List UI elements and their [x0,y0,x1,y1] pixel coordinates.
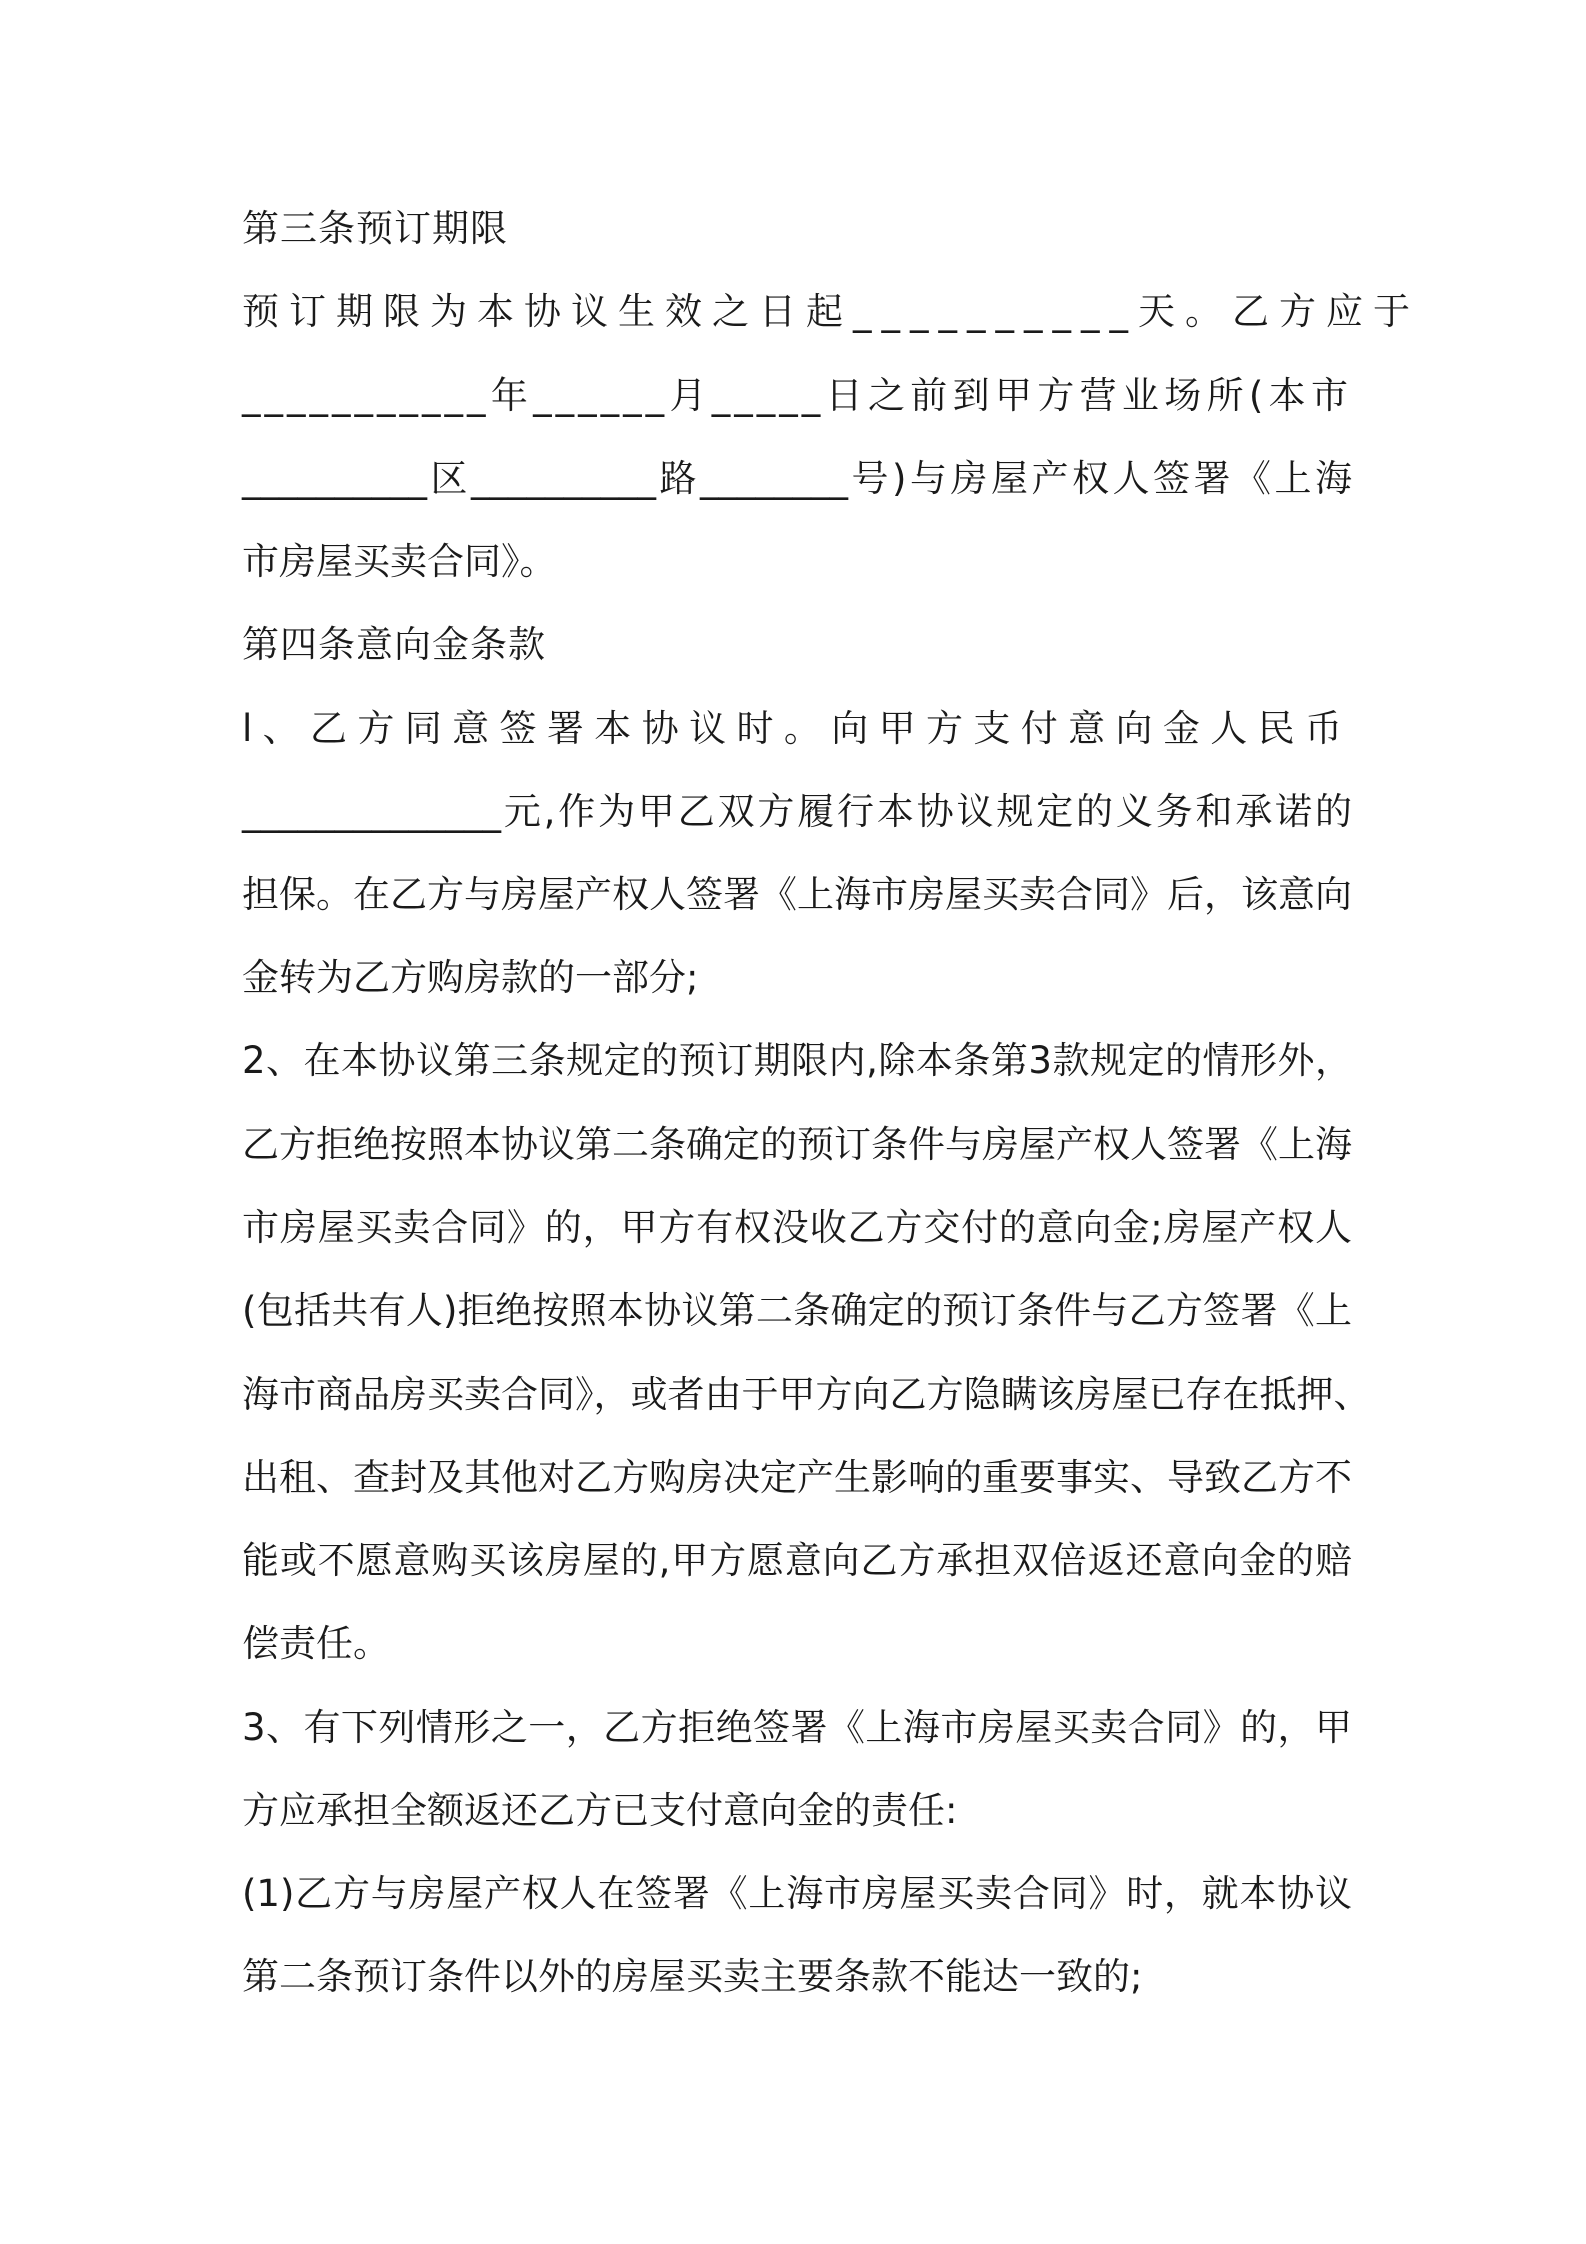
paragraph-line: 出租、查封及其他对乙方购房决定产生影响的重要事实、导致乙方不 [242,1456,1352,1499]
paragraph-line: 2、在本协议第三条规定的预订期限内,除本条第3款规定的情形外， [242,1039,1352,1082]
paragraph-line: l、乙方同意签署本协议时。向甲方支付意向金人民币 [242,707,1352,750]
paragraph-line: 偿责任。 [242,1622,390,1665]
paragraph-line: 金转为乙方购房款的一部分; [242,956,699,999]
paragraph-line: 3、有下列情形之一，乙方拒绝签署《上海市房屋买卖合同》的，甲 [242,1706,1352,1749]
paragraph-line: 乙方拒绝按照本协议第二条确定的预订条件与房屋产权人签署《上海 [242,1123,1352,1166]
paragraph-line: 预订期限为本协议生效之日起__________天。乙方应于 [242,290,1420,333]
paragraph-line: (包括共有人)拒绝按照本协议第二条确定的预订条件与乙方签署《上 [242,1289,1352,1332]
paragraph-line: 能或不愿意购买该房屋的,甲方愿意向乙方承担双倍返还意向金的赔 [242,1539,1352,1582]
paragraph-line: ___________年______月_____日之前到甲方营业场所(本市 [242,374,1352,417]
paragraph-line: 方应承担全额返还乙方已支付意向金的责任: [242,1789,958,1832]
paragraph-line: __________区__________路________号)与房屋产权人签署《上海 [242,457,1352,500]
article-4-heading: 第四条意向金条款 [242,623,546,666]
paragraph-line: 市房屋买卖合同》。 [242,540,557,583]
paragraph-line: 第二条预订条件以外的房屋买卖主要条款不能达一致的; [242,1955,1143,1998]
paragraph-line: 市房屋买卖合同》的，甲方有权没收乙方交付的意向金;房屋产权人 [242,1206,1352,1249]
article-3-heading: 第三条预订期限 [242,207,508,250]
paragraph-line: 海市商品房买卖合同》，或者由于甲方向乙方隐瞒该房屋已存在抵押、 [242,1373,1371,1416]
paragraph-line: (1)乙方与房屋产权人在签署《上海市房屋买卖合同》时，就本协议 [242,1872,1352,1915]
paragraph-line: ______________元,作为甲乙双方履行本协议规定的义务和承诺的 [242,790,1352,833]
paragraph-line: 担保。在乙方与房屋产权人签署《上海市房屋买卖合同》后，该意向 [242,873,1352,916]
